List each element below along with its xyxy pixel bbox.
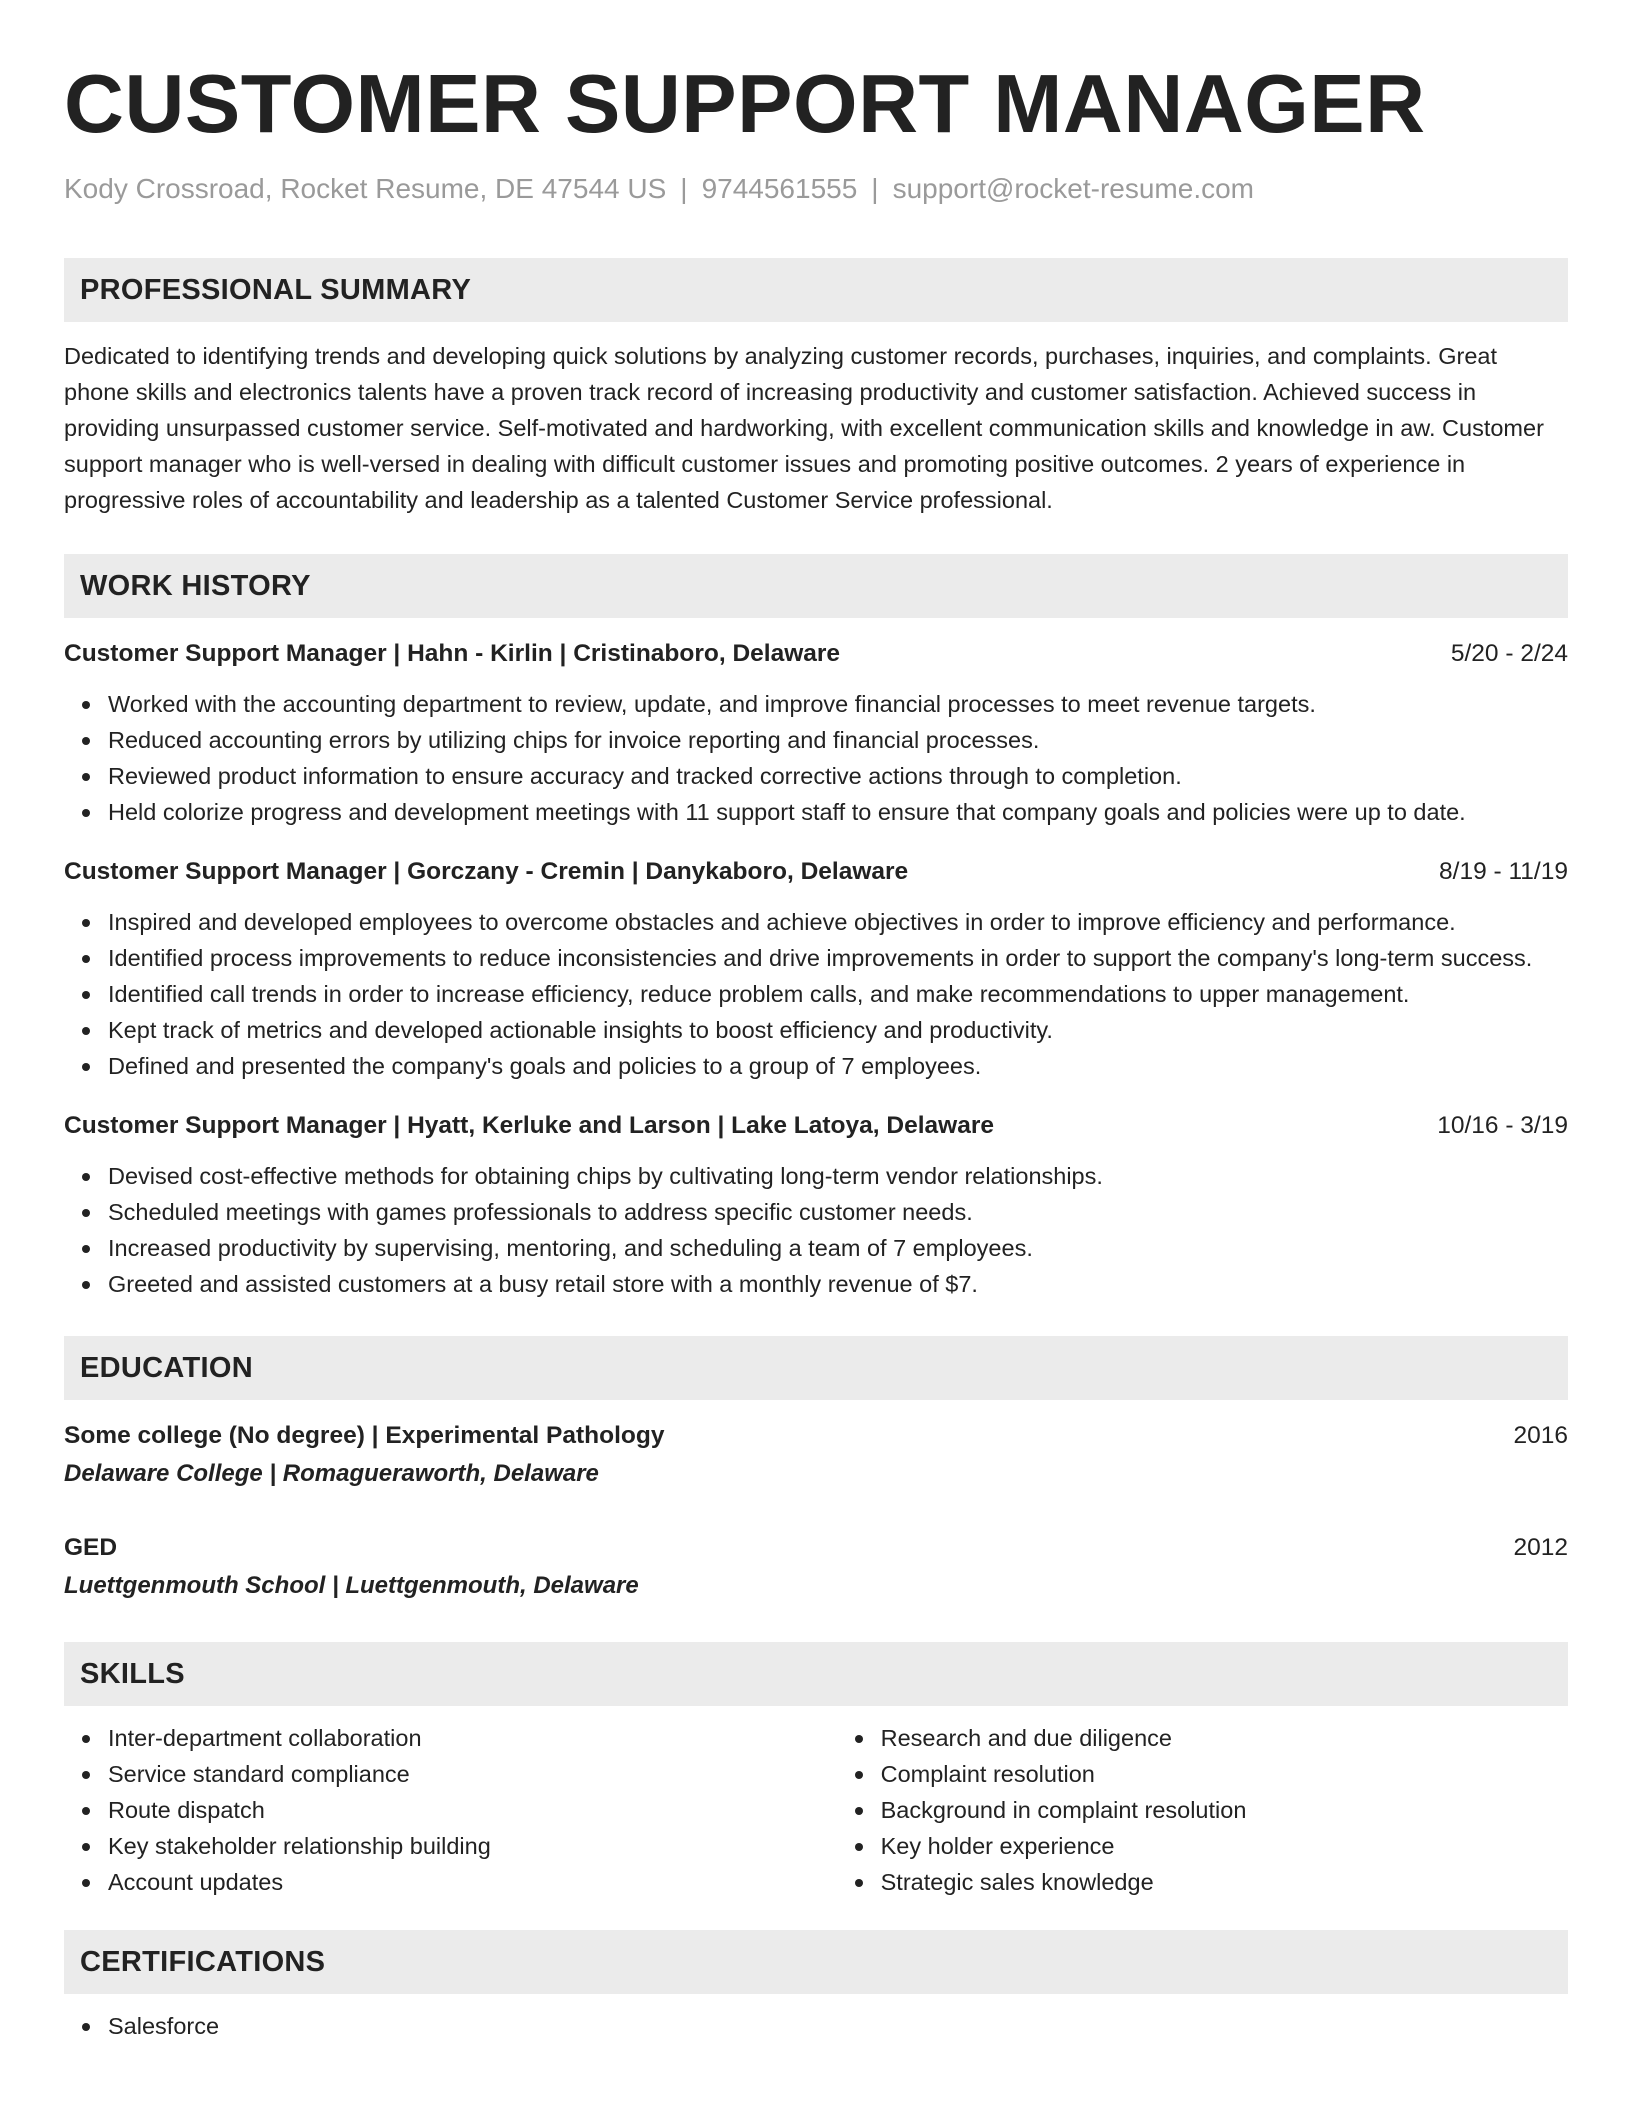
job-entry	[64, 854, 1568, 1084]
skill-item: Complaint resolution	[881, 1756, 1568, 1792]
job-bullet: Devised cost-effective methods for obtaining chips by cultivating long-term vendor relationships.	[108, 1158, 1568, 1194]
skills-column-1	[64, 1720, 837, 1900]
skill-item: Account updates	[108, 1864, 837, 1900]
section-header-summary: PROFESSIONAL SUMMARY	[64, 258, 1568, 322]
job-bullet: Held colorize progress and development meetings with 11 support staff to ensure that company goals and policies were up to date.	[108, 794, 1568, 830]
job-bullets	[64, 686, 1568, 830]
job-entry	[64, 636, 1568, 830]
job-title: Customer Support Manager | Hyatt, Kerluke and Larson | Lake Latoya, Delaware	[64, 1112, 994, 1139]
certification-item: Salesforce	[108, 2008, 1568, 2044]
job-header	[64, 636, 1568, 672]
job-bullet: Worked with the accounting department to review, update, and improve financial processes to meet revenue targets.	[108, 686, 1568, 722]
job-bullets	[64, 1158, 1568, 1302]
education-year: 2016	[1513, 1422, 1568, 1449]
job-entry	[64, 1108, 1568, 1302]
education-degree: Some college (No degree) | Experimental Pathology	[64, 1422, 665, 1449]
job-bullet: Identified call trends in order to increase efficiency, reduce problem calls, and make recommendations to upper management.	[108, 976, 1568, 1012]
job-bullets	[64, 904, 1568, 1084]
job-bullet: Reviewed product information to ensure accuracy and tracked corrective actions through to completion.	[108, 758, 1568, 794]
education-school: Delaware College | Romagueraworth, Delaware	[64, 1460, 599, 1487]
job-title: Customer Support Manager | Hahn - Kirlin | Cristinaboro, Delaware	[64, 640, 841, 667]
education-entry	[64, 1418, 1568, 1494]
job-bullet: Identified process improvements to reduce inconsistencies and drive improvements in order to support the company's long-term success.	[108, 940, 1568, 976]
education-school: Luettgenmouth School | Luettgenmouth, Delaware	[64, 1572, 639, 1599]
section-header-skills: SKILLS	[64, 1642, 1568, 1706]
education-year: 2012	[1513, 1534, 1568, 1561]
job-bullet: Scheduled meetings with games professionals to address specific customer needs.	[108, 1194, 1568, 1230]
contact-line	[64, 172, 1568, 206]
education-header	[64, 1530, 1568, 1566]
job-dates: 8/19 - 11/19	[1439, 858, 1568, 885]
job-bullet: Increased productivity by supervising, mentoring, and scheduling a team of 7 employees.	[108, 1230, 1568, 1266]
summary-text: Dedicated to identifying trends and developing quick solutions by analyzing customer records, purchases, inquiries, and complaints. Great phone skills and electronics talents have a proven track record of increasing productivity and customer satisfaction. Achieved success in providing unsurpassed customer service. Self-motivated and hardworking, with excellent communication skills and knowledge in aw. Customer support manager who is well-versed in dealing with difficult customer issues and promoting positive outcomes. 2 years of experience in progressive roles of accountability and leadership as a talented Customer Service professional.	[64, 343, 1544, 513]
skill-item: Key holder experience	[881, 1828, 1568, 1864]
skills-column-2	[837, 1720, 1568, 1900]
contact-separator: |	[680, 173, 688, 204]
skill-item: Key stakeholder relationship building	[108, 1828, 837, 1864]
skills-grid	[64, 1720, 1568, 1900]
job-title: Customer Support Manager | Gorczany - Cremin | Danykaboro, Delaware	[64, 858, 909, 885]
section-header-work-history: WORK HISTORY	[64, 554, 1568, 618]
job-bullet: Reduced accounting errors by utilizing chips for invoice reporting and financial processes.	[108, 722, 1568, 758]
contact-phone: 9744561555	[701, 173, 858, 204]
job-bullet: Inspired and developed employees to overcome obstacles and achieve objectives in order to improve efficiency and performance.	[108, 904, 1568, 940]
resume-title: CUSTOMER SUPPORT MANAGER	[64, 57, 1426, 150]
certifications-list	[64, 2008, 1568, 2044]
contact-address: Kody Crossroad, Rocket Resume, DE 47544 US	[64, 173, 667, 204]
job-header	[64, 1108, 1568, 1144]
job-header	[64, 854, 1568, 890]
education-header	[64, 1418, 1568, 1454]
section-header-education: EDUCATION	[64, 1336, 1568, 1400]
skill-item: Research and due diligence	[881, 1720, 1568, 1756]
skill-item: Inter-department collaboration	[108, 1720, 837, 1756]
section-header-certifications: CERTIFICATIONS	[64, 1930, 1568, 1994]
education-entry	[64, 1530, 1568, 1606]
skill-item: Strategic sales knowledge	[881, 1864, 1568, 1900]
skill-item: Background in complaint resolution	[881, 1792, 1568, 1828]
education-degree: GED	[64, 1534, 118, 1561]
contact-separator: |	[871, 173, 879, 204]
job-bullet: Kept track of metrics and developed actionable insights to boost efficiency and productivity.	[108, 1012, 1568, 1048]
job-bullet: Defined and presented the company's goals and policies to a group of 7 employees.	[108, 1048, 1568, 1084]
contact-email: support@rocket-resume.com	[892, 173, 1255, 204]
job-dates: 10/16 - 3/19	[1437, 1112, 1568, 1139]
skill-item: Route dispatch	[108, 1792, 837, 1828]
job-dates: 5/20 - 2/24	[1450, 640, 1568, 667]
skill-item: Service standard compliance	[108, 1756, 837, 1792]
job-bullet: Greeted and assisted customers at a busy retail store with a monthly revenue of $7.	[108, 1266, 1568, 1302]
